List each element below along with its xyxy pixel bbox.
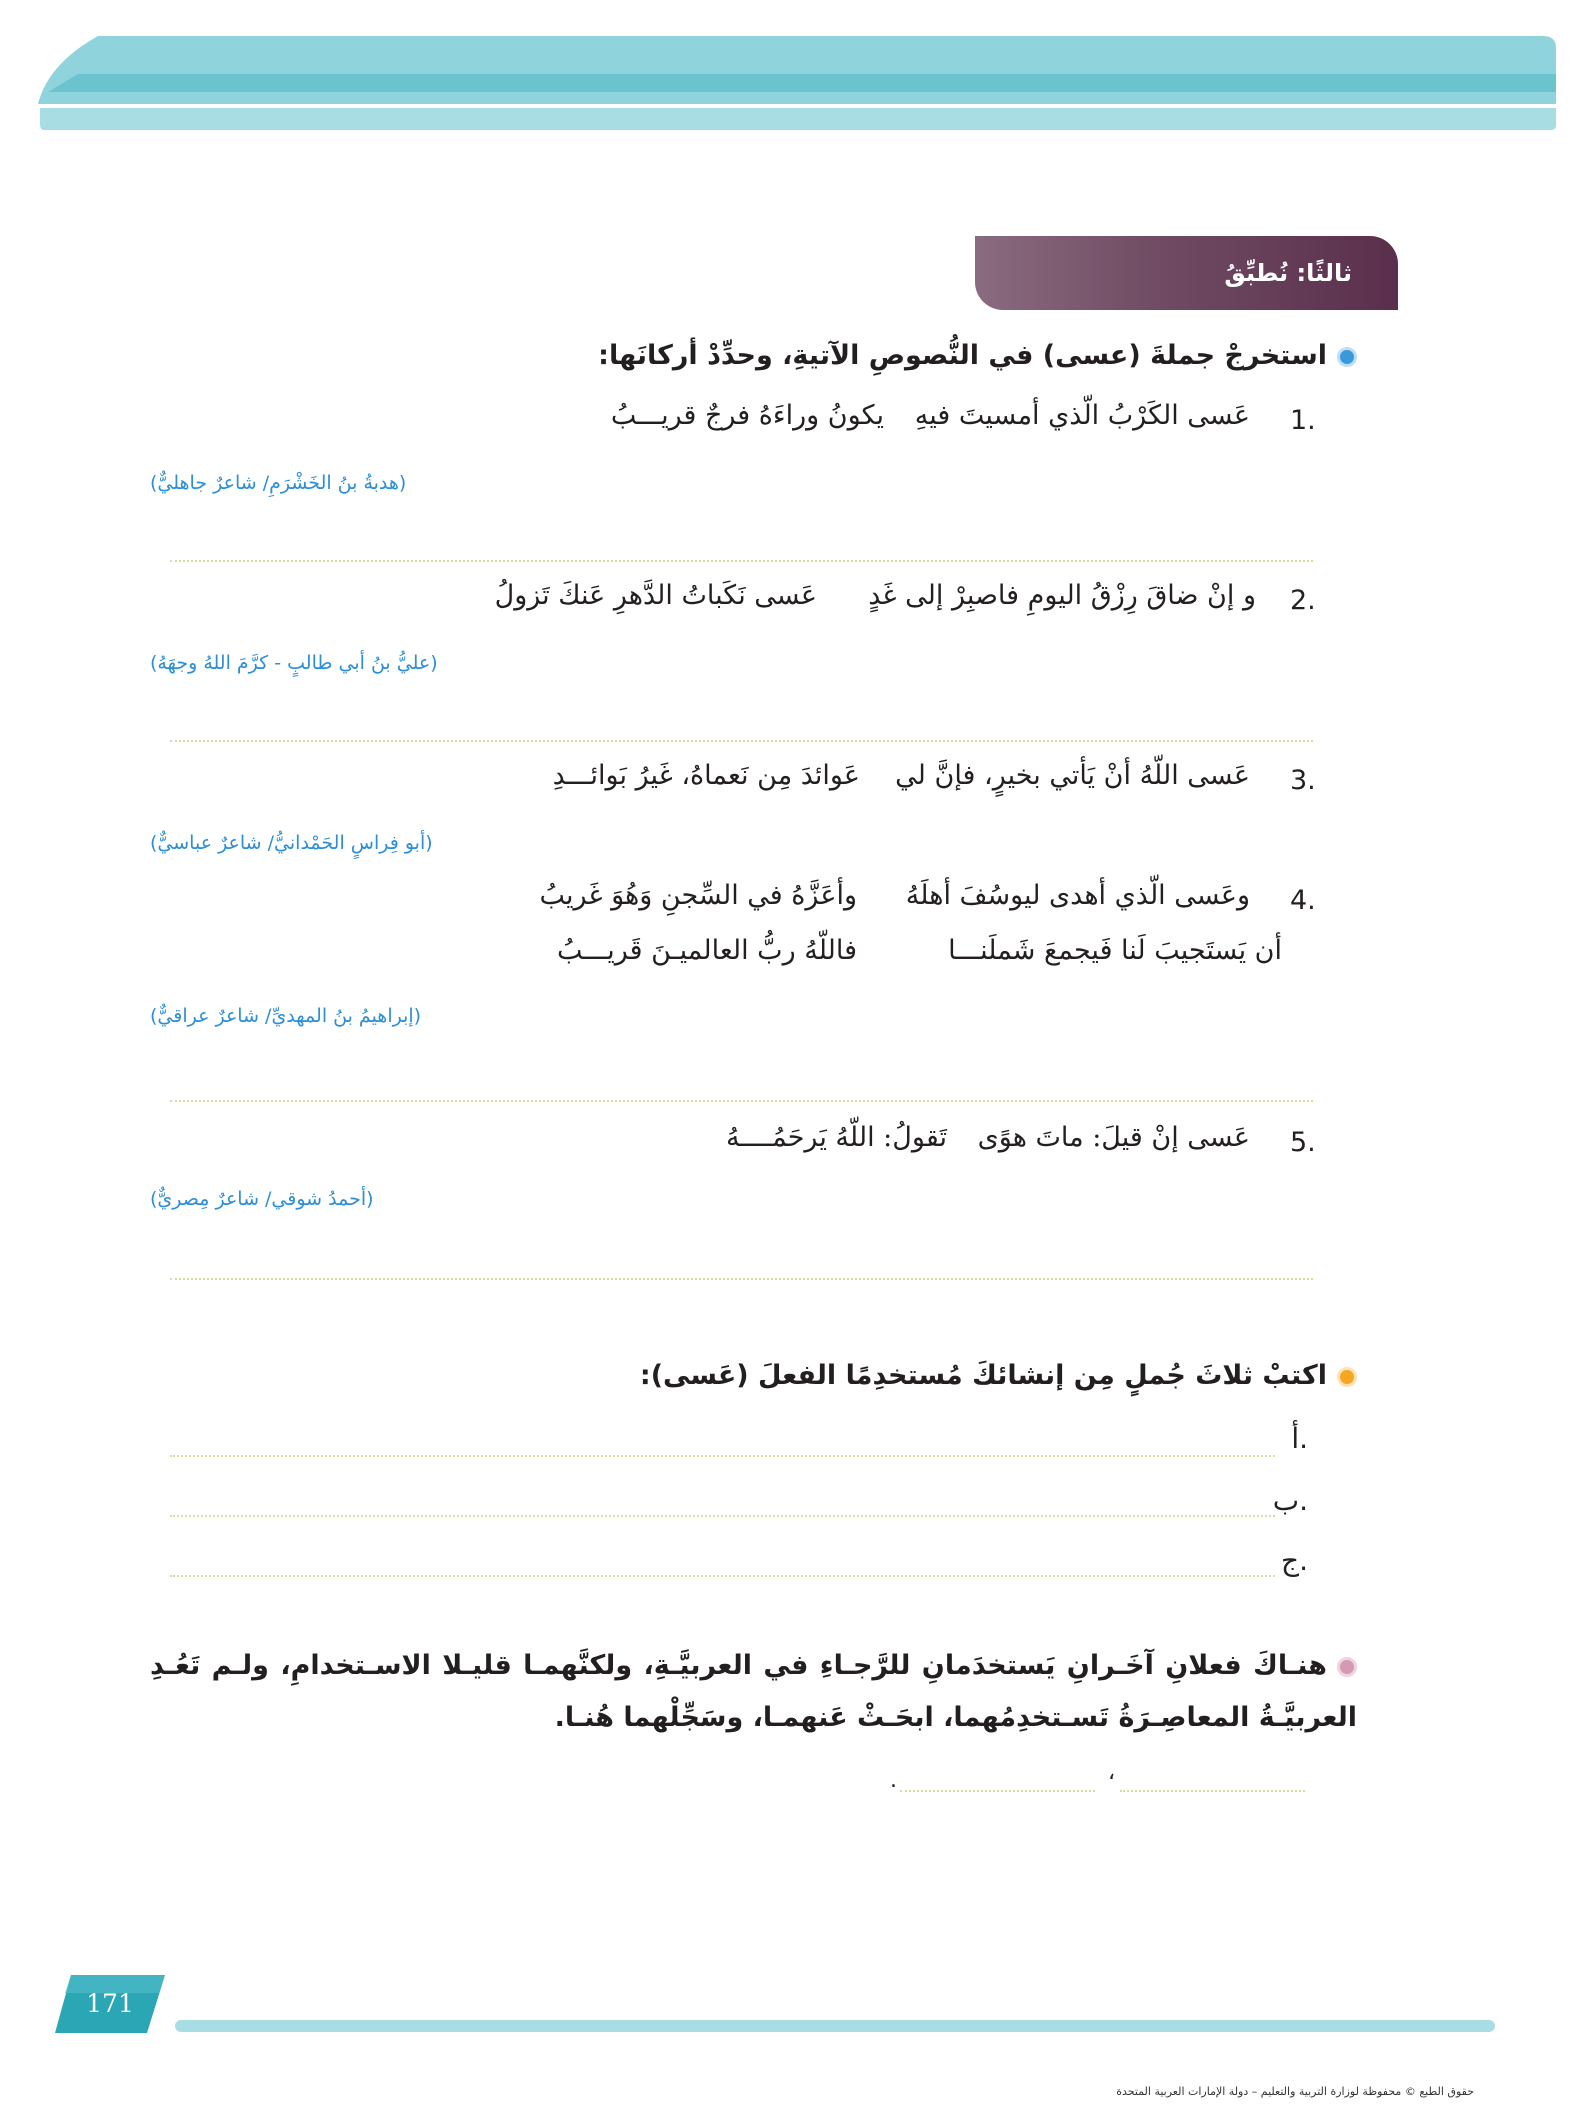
footer-bar [175,2020,1495,2032]
item3-attribution: (أبو فِراسٍ الحَمْدانيُّ/ شاعرٌ عباسيٌّ) [150,832,433,854]
exercise1-instruction-row [598,340,1357,371]
item-number: 4. [1290,885,1316,916]
item4-line1-second-hemistich: وأعَزَّهُ في السِّجنِ وَهُوَ غَريبُ [539,880,857,911]
page-number: 171 [86,1989,134,2018]
item-number: 2. [1290,585,1316,616]
page-number-badge [55,1975,165,2033]
exercise2-instruction-row [640,1360,1357,1391]
answer-line-verb1[interactable] [1120,1790,1305,1792]
item4-attribution: (إبراهيمُ بنُ المهديِّ/ شاعرٌ عراقيٌّ) [150,1005,422,1027]
exercise1-instruction: استخرجْ جملةَ (عسى) في النُّصوصِ الآتيةِ، وحدِّدْ أركانَها: [598,340,1327,371]
item4-line2-second-hemistich: فاللّهُ ربُّ العالميـنَ قَريـــبُ [557,935,857,966]
section-title: ثالثًا: نُطبِّقُ [1224,259,1352,287]
bullet-icon [1337,1367,1357,1387]
item-number: 3. [1290,765,1316,796]
item1-attribution: (هدبةُ بنُ الخَشْرَمِ/ شاعرٌ جاهليٌّ) [150,472,407,494]
item5-attribution: (أحمدُ شوقي/ شاعرٌ مِصريٌّ) [150,1188,374,1210]
exercise2-instruction: اكتبْ ثلاثَ جُملٍ مِن إنشائكَ مُستخدِمًا الفعلَ (عَسى): [639,1360,1327,1391]
exercise3-paragraph [150,1640,1357,1744]
separator-comma: ، [1108,1760,1116,1785]
answer-line-c[interactable] [170,1575,1275,1577]
section-title-tab [975,236,1398,310]
answer-line-verb2[interactable] [900,1790,1095,1792]
item2-line1-second-hemistich: عَسى نَكَباتُ الدَّهرِ عَنكَ تَزولُ [494,580,817,611]
header-band [38,34,1558,132]
exercise3-text: هنـاكَ فعلانِ آخَـرانِ يَستخدَمانِ للرَّجـاءِ في العربيَّـةِ، ولكنَّهمـا قليـلا الاسـتخدامِ، ولـم تَعُـدِ العربيَّـةُ المعاصِـرَةُ تَسـتخدِمُهما، ابحَـثْ عَنهمـا، وسَجِّلْهما هُنـا. [150,1650,1357,1733]
item5-line1-first-hemistich: عَسى إنْ قيلَ: ماتَ هوًى [977,1122,1250,1153]
answer-line[interactable] [170,740,1313,742]
footer-copyright: حقوق الطبع © محفوظة لوزارة التربية والتعليم – دولة الإمارات العربية المتحدة [1116,2085,1474,2098]
letter-a: أ. [1291,1422,1308,1455]
answer-line[interactable] [170,560,1313,562]
item4-line1-first-hemistich: وعَسى الّذي أهدى ليوسُفَ أهلَهُ [905,880,1250,911]
answer-line-b[interactable] [170,1515,1275,1517]
item1-line1-second-hemistich: يكونُ وراءَهُ فرجٌ قريـــبُ [610,400,884,431]
answer-line[interactable] [170,1278,1313,1280]
answer-line-a[interactable] [170,1455,1275,1457]
bullet-icon [1337,1657,1357,1677]
answer-line[interactable] [170,1100,1313,1102]
item2-line1-first-hemistich: و إنْ ضاقَ رِزْقُ اليومِ فاصبِرْ إلى غَدٍ [868,580,1256,611]
item1-line1-first-hemistich: عَسى الكَرْبُ الّذي أمسيتَ فيهِ [914,400,1250,431]
letter-b: ب. [1272,1484,1308,1517]
end-mark: . [890,1768,897,1793]
item3-line1-first-hemistich: عَسى اللّهُ أنْ يَأتي بخيرٍ، فإنَّ لي [895,760,1250,791]
item3-line1-second-hemistich: عَوائدَ مِن نَعماهُ، غَيرُ بَوائـــدِ [552,760,860,791]
letter-c: ج. [1281,1544,1308,1577]
item4-line2-first-hemistich: أن يَستَجيبَ لَنا فَيجمعَ شَملَنـــا [948,935,1282,966]
item-number: 1. [1290,405,1316,436]
item2-attribution: (عليُّ بنُ أبي طالبٍ - كرَّمَ اللهُ وجهَهُ) [150,652,438,674]
item5-line1-second-hemistich: تَقولُ: اللّهُ يَرحَمُــــهُ [726,1122,947,1153]
item-number: 5. [1290,1127,1316,1158]
bullet-icon [1337,347,1357,367]
